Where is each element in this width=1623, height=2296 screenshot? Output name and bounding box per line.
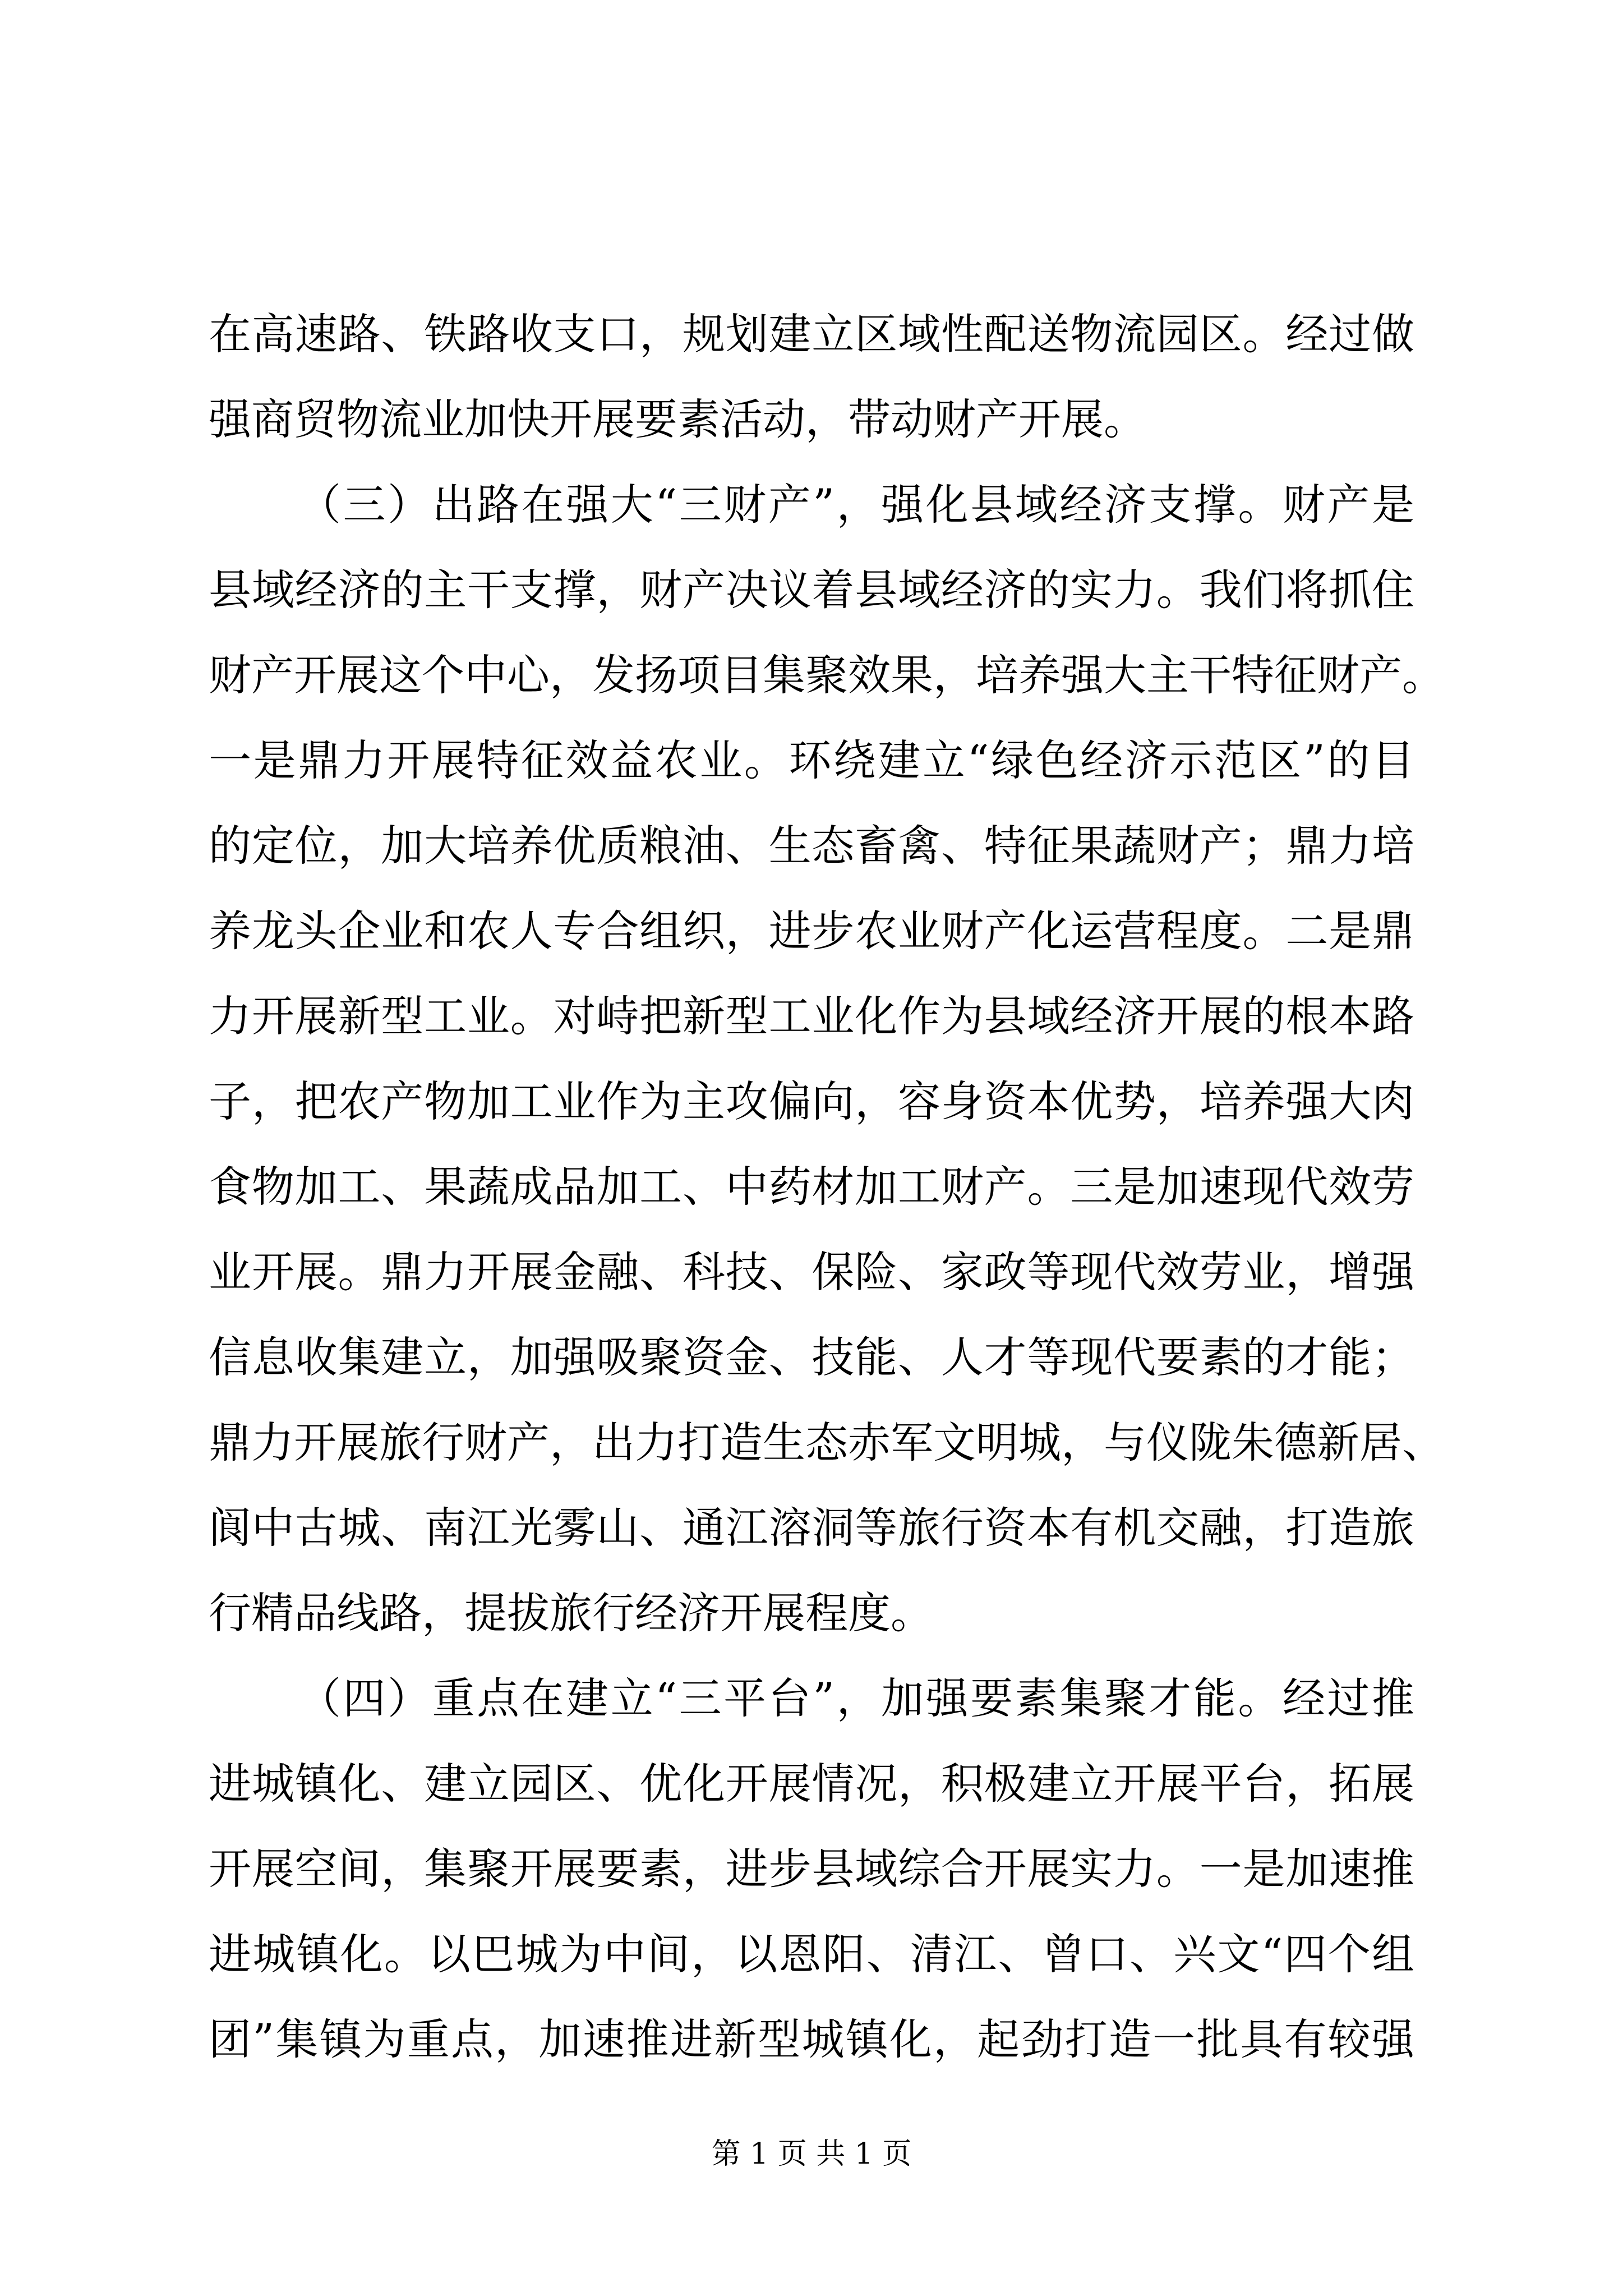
document-body xyxy=(209,292,1445,2082)
text-line: 团”集镇为重点，加速推进新型城镇化，起劲打造一批具有较强 xyxy=(209,2014,1414,2064)
text-line: 力开展新型工业。对峙把新型工业化作为县域经济开展的根本路 xyxy=(209,991,1414,1041)
text-line: 养龙头企业和农人专合组织，进步农业财产化运营程度。二是鼎 xyxy=(209,906,1414,956)
text-line: 信息收集建立，加强吸聚资金、技能、人才等现代要素的才能； xyxy=(209,1332,1414,1382)
text-line: 一是鼎力开展特征效益农业。环绕建立“绿色经济示范区”的目 xyxy=(209,735,1414,785)
section-heading-line: （三）出路在强大“三财产”，强化县域经济支撑。财产是 xyxy=(298,480,1414,530)
text-line: 县域经济的主干支撑，财产决议着县域经济的实力。我们将抓住 xyxy=(209,565,1414,615)
text-line: 子，把农产物加工业作为主攻偏向，容身资本优势，培养强大肉 xyxy=(209,1076,1414,1126)
text-line: 阆中古城、南江光雾山、通江溶洞等旅行资本有机交融，打造旅 xyxy=(209,1503,1414,1553)
text-line: 强商贸物流业加快开展要素活动，带动财产开展。 xyxy=(209,394,1146,444)
text-line: 业开展。鼎力开展金融、科技、保险、家政等现代效劳业，增强 xyxy=(209,1247,1414,1297)
page-number-label: 第 1 页 共 1 页 xyxy=(711,2137,912,2171)
text-line: 鼎力开展旅行财产，出力打造生态赤军文明城，与仪陇朱德新居、 xyxy=(209,1418,1445,1467)
text-line: 进城镇化。以巴城为中间，以恩阳、清江、曾口、兴文“四个组 xyxy=(209,1929,1414,1979)
page-footer xyxy=(0,2132,1623,2177)
section-heading-line: （四）重点在建立“三平台”，加强要素集聚才能。经过推 xyxy=(298,1673,1414,1723)
text-line: 在高速路、铁路收支口，规划建立区域性配送物流园区。经过做 xyxy=(209,309,1414,359)
text-line: 食物加工、果蔬成品加工、中药材加工财产。三是加速现代效劳 xyxy=(209,1162,1414,1212)
text-line: 行精品线路，提拔旅行经济开展程度。 xyxy=(209,1588,933,1638)
text-line: 进城镇化、建立园区、优化开展情况，积极建立开展平台，拓展 xyxy=(209,1759,1414,1809)
text-line: 开展空间，集聚开展要素，进步县域综合开展实力。一是加速推 xyxy=(209,1844,1414,1894)
text-line: 财产开展这个中心，发扬项目集聚效果，培养强大主干特征财产。 xyxy=(209,650,1445,700)
text-line: 的定位，加大培养优质粮油、生态畜禽、特征果蔬财产；鼎力培 xyxy=(209,821,1414,871)
